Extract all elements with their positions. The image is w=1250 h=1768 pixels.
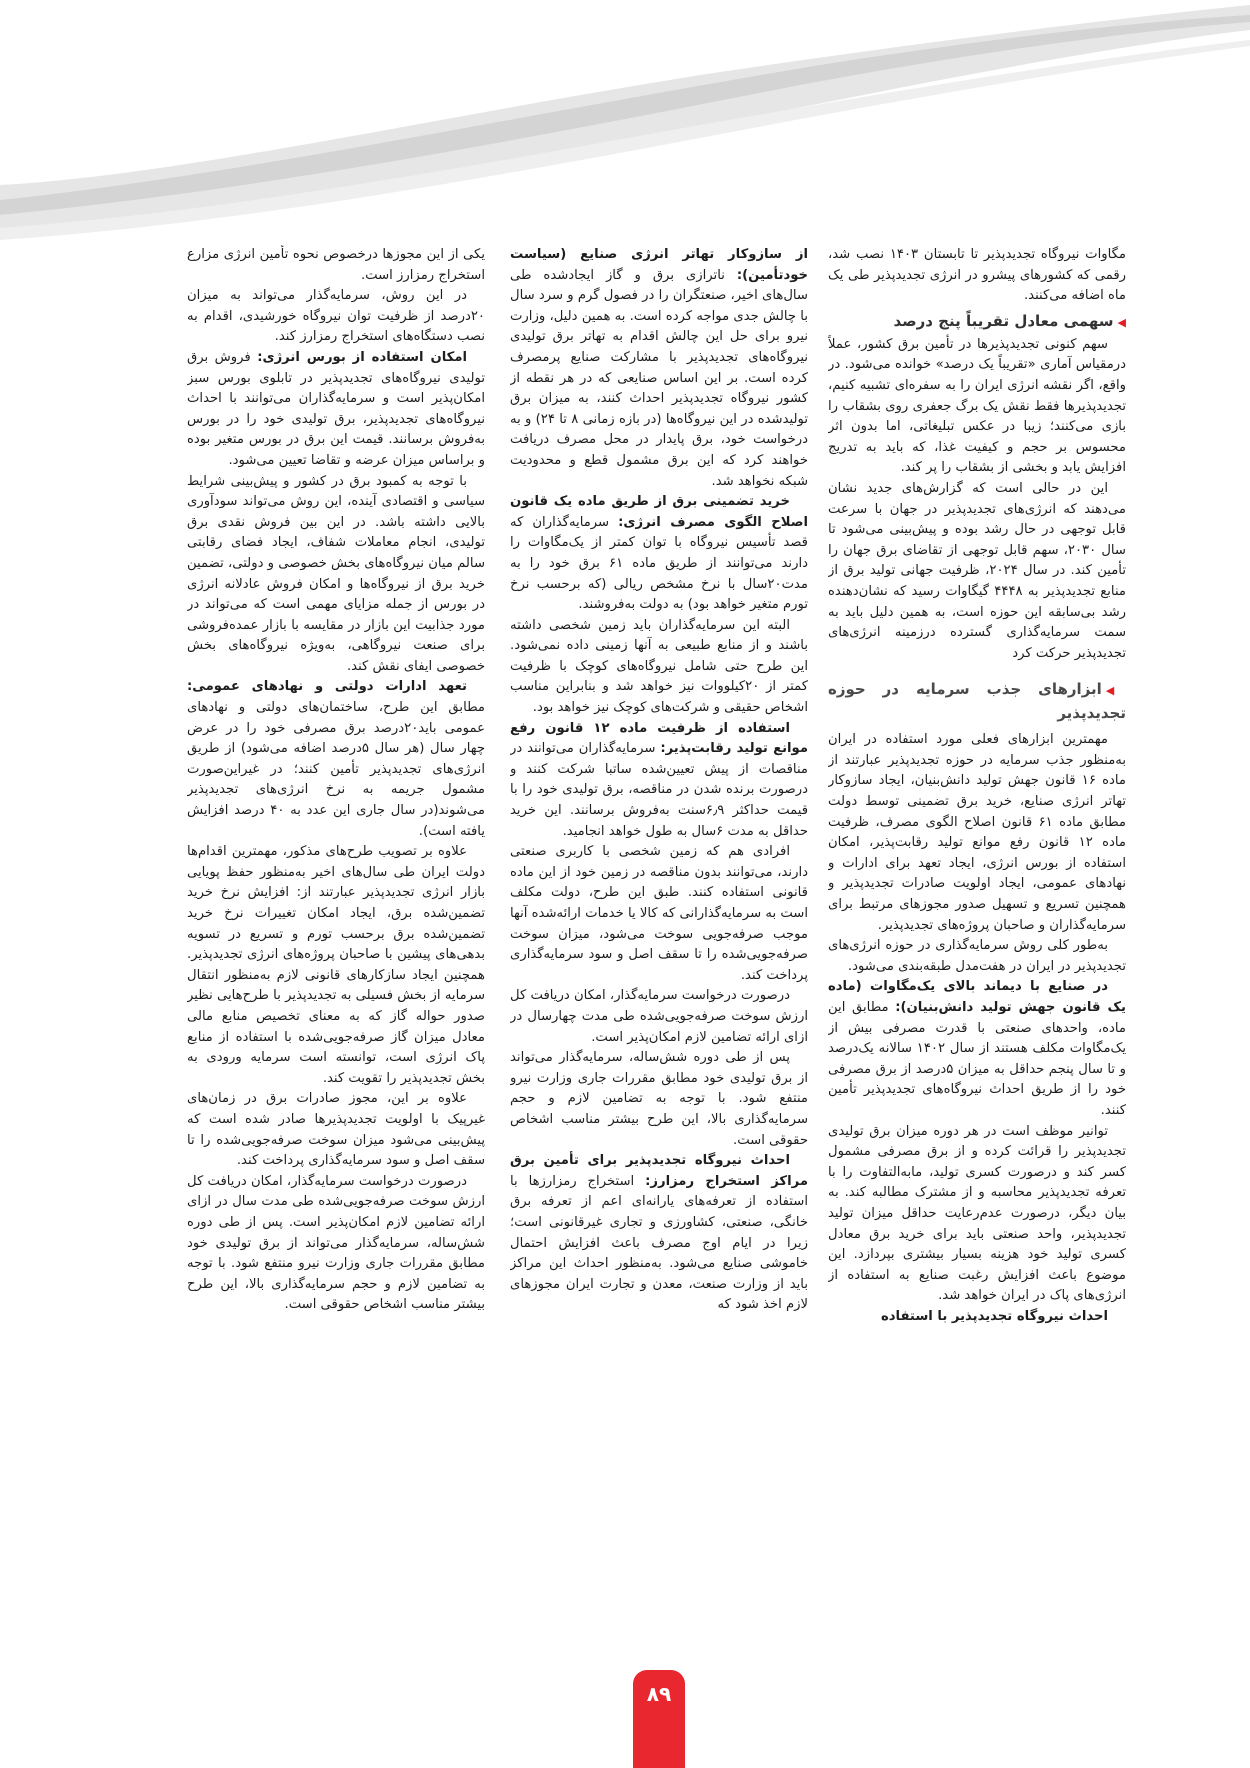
article-column-middle <box>510 245 808 1316</box>
paragraph-lead: تعهد ادارات دولتی و نهادهای عمومی: <box>187 679 467 695</box>
paragraph-lead: احداث نیروگاه تجدیدپذیر با استفاده <box>880 1308 1108 1324</box>
paragraph: احداث نیروگاه تجدیدپذیر برای تأمین برق مراکز استخراج رمزارز: استخراج رمزارزها با استفاده از تعرفه‌های یارانه‌ای اعم از تعرفه برق خانگی، صنعتی، کشاورزی و تجاری غیرقانونی است؛ زیرا در ایام اوج مصرف باعث افزایش احتمال خاموشی صنایع می‌شود. به‌منظور احداث این مراکز باید از وزارت صنعت، معدن و تجارت ایران مجوزهای لازم اخذ شود که <box>510 1153 808 1313</box>
paragraph: در این روش، سرمایه‌گذار می‌تواند به میزان ۲۰درصد از ظرفیت توان نیروگاه خورشیدی، اقدام به نصب دستگاه‌های استخراج رمزارز کند. <box>187 288 485 345</box>
paragraph <box>828 1307 1126 1328</box>
paragraph: مگاوات نیروگاه تجدیدپذیر تا تابستان ۱۴۰۳ نصب شد، رقمی که کشورهای پیشرو در انرژی تجدیدپذیر طی یک ماه اضافه می‌کنند. <box>828 247 1126 304</box>
paragraph: البته این سرمایه‌گذاران باید زمین شخصی داشته باشند و از منابع طبیعی به آنها زمینی داده نمی‌شود. این طرح حتی شامل نیروگاه‌های کوچک با ظرفیت کمتر از ۲۰کیلووات نیز خواهد شد و بنابراین مناسب اشخاص حقیقی و شرکت‌های کوچک نیز خواهد بود. <box>510 617 808 716</box>
paragraph: سهم کنونی تجدیدپذیرها در تأمین برق کشور، عملاً درمقیاس آماری «تقریباً یک درصد» خوانده می‌شود. در واقع، اگر نقشه انرژی ایران را به سفره‌ای تشبیه کنیم، تجدیدپذیرها فقط نقش یک برگ جعفری روی بشقاب را بازی می‌کنند؛ زیبا در عکس تبلیغاتی، اما بدون اثر محسوس بر حجم و کیفیت غذا، که باید به تدریج افزایش یابد و بخشی از بشقاب را پر کند. <box>828 336 1126 476</box>
paragraph-lead: استفاده از ظرفیت ماده ۱۲ قانون رفع موانع تولید رقابت‌پذیر: <box>510 720 808 757</box>
paragraph: در صنایع با دیماند بالای یک‌مگاوات (ماده یک قانون جهش تولید دانش‌بنیان): مطابق این ماده، واحدهای صنعتی با قدرت مصرفی بیش از یک‌مگاوات مکلف هستند از سال ۱۴۰۲ سالانه یک‌درصد و تا سال پنجم حداقل به میزان ۵درصد از برق مصرفی خود را از طریق احداث نیروگاه‌های تجدیدپذیر تأمین کنند. <box>828 979 1126 1118</box>
paragraph: از سازوکار تهاتر انرژی صنایع (سیاست خودتأمین): ناترازی برق و گاز ایجادشده طی سال‌های اخیر، صنعتگران را در فصول گرم و سرد سال با چالش جدی مواجه کرده است. به همین دلیل، وزارت نیرو برای حل این چالش اقدام به تهاتر برق تولیدی نیروگاه‌های تجدیدپذیر با مشارکت صنایع پرمصرف کرده است. بر این اساس صنایعی که در هر نقطه از کشور نیروگاه تجدیدپذیر احداث کنند، به میزان برق تولیدشده در این نیروگاه‌ها (در بازه زمانی ۸ تا ۲۴) و به درخواست خود، برق پایدار در محل مصرف دریافت خواهند کرد که این برق مشمول قطع و محدودیت شبکه نخواهد شد. <box>510 247 808 489</box>
paragraph: خرید تضمینی برق از طریق ماده یک قانون اصلاح الگوی مصرف انرژی: سرمایه‌گذاران که قصد تأسیس نیروگاه با توان کمتر از یک‌مگاوات را دارند می‌توانند از طریق ماده ۶۱ برق خود را به مدت۲۰سال با نرخ مشخص ریالی (که برحسب نرخ تورم متغیر خواهد بود) به دولت به‌فروشند. <box>510 494 808 613</box>
paragraph-lead: احداث نیروگاه تجدیدپذیر برای تأمین برق مراکز استخراج رمزارز: <box>510 1153 808 1189</box>
triangle-bullet-icon: ◀ <box>1105 684 1126 698</box>
paragraph-lead: در صنایع با دیماند بالای یک‌مگاوات (ماده یک قانون جهش تولید دانش‌بنیان): <box>828 979 1126 1015</box>
page-number: ۸۹ <box>646 1682 672 1706</box>
paragraph-lead: امکان استفاده از بورس انرژی: <box>257 349 468 365</box>
paragraph: درصورت درخواست سرمایه‌گذار، امکان دریافت کل ارزش سوخت صرفه‌جویی‌شده طی مدت سال در ازای ارائه تضامین لازم امکان‌پذیر است. پس از طی دوره شش‌ساله، سرمایه‌گذار می‌تواند از برق تولیدی خود مطابق مقررات جاری وزارت نیرو منتفع شود. با توجه به تضامین لازم و حجم سرمایه‌گذاری بالا، این طرح بیشتر مناسب اشخاص حقوقی است. <box>187 1173 485 1313</box>
paragraph: استفاده از ظرفیت ماده ۱۲ قانون رفع موانع تولید رقابت‌پذیر: سرمایه‌گذاران می‌توانند در مناقصات از پیش تعیین‌شده ساتبا شرکت کنند و درصورت برنده شدن در مناقصه، برق تولیدی خود را با قیمت حداکثر ۶٫۹سنت به‌فروش برسانند. این خرید حداقل به مدت ۶سال به طول خواهد انجامید. <box>510 720 808 839</box>
header-swoosh-decoration <box>0 0 1250 260</box>
paragraph: تعهد ادارات دولتی و نهادهای عمومی: مطابق این طرح، ساختمان‌های دولتی و نهادهای عمومی باید۲۰درصد برق مصرفی خود را در عرض چهار سال (هر سال ۵درصد اضافه می‌شود) از طریق انرژی‌های تجدیدپذیر تأمین کنند؛ در غیراین‌صورت مشمول جریمه به نرخ انرژی‌های تجدیدپذیر می‌شوند(در سال جاری این عدد به ۴۰ درصد افزایش یافته است). <box>187 679 485 839</box>
paragraph: یکی از این مجوزها درخصوص نحوه تأمین انرژی مزارع استخراج رمزارز است. <box>187 247 485 283</box>
paragraph: به‌طور کلی روش سرمایه‌گذاری در حوزه انرژی‌های تجدیدپذیر در ایران در هفت‌مدل طبقه‌بندی می‌شود. <box>828 938 1126 974</box>
paragraph: درصورت درخواست سرمایه‌گذار، امکان دریافت کل ارزش سوخت صرفه‌جویی‌شده طی مدت چهارسال در ازای ارائه تضامین لازم امکان‌پذیر است. <box>510 988 808 1045</box>
section-heading: ◀سهمی معادل تقریباً پنج درصد <box>893 311 1126 330</box>
paragraph: توانیر موظف است در هر دوره میزان برق تولیدی تجدیدپذیر را قرائت کرده و از برق مصرفی مشمول کسر کند و درصورت کسری تولید، مابه‌التفاوت را با تعرفه تجدیدپذیر محاسبه و از مشترک مطالبه کند. به بیان دیگر، درصورت عدم‌رعایت حداقل میزان تولید تجدیدپذیر، واحد صنعتی باید برای خرید برق معادل کسری تولید خود هزینه بسیار بیشتری بپردازد. این موضوع باعث افزایش رغبت صنایع به استفاده از انرژی‌های پاک در ایران خواهد شد. <box>828 1123 1126 1304</box>
paragraph: علاوه بر این، مجوز صادرات برق در زمان‌های غیرپیک با اولویت تجدیدپذیرها صادر شده است که پیش‌بینی می‌شود میزان سوخت صرفه‌جویی‌شده را تا سقف اصل و سود سرمایه‌گذاری پرداخت کند. <box>187 1091 485 1169</box>
paragraph: پس از طی دوره شش‌ساله، سرمایه‌گذار می‌تواند از برق تولیدی خود مطابق مقررات جاری وزارت نیرو منتفع شود. با توجه به تضامین لازم و حجم سرمایه‌گذاری بالا، این طرح بیشتر مناسب اشخاص حقوقی است. <box>510 1050 808 1148</box>
paragraph: افرادی هم که زمین شخصی با کاربری صنعتی دارند، می‌توانند بدون مناقصه در زمین خود از این ماده قانونی استفاده کنند. طبق این طرح، دولت مکلف است به سرمایه‌گذارانی که کالا یا خدمات ارائه‌شده آنها موجب صرفه‌جویی سوخت می‌شود، میزان سوخت صرفه‌جویی‌شده را تا سقف اصل و سود سرمایه‌گذاری پرداخت کند. <box>510 844 808 983</box>
paragraph-lead: از سازوکار تهاتر انرژی صنایع (سیاست خودتأمین): <box>510 247 808 283</box>
article-column-right <box>828 245 1126 1328</box>
paragraph: امکان استفاده از بورس انرژی: فروش برق تولیدی نیروگاه‌های تجدیدپذیر در تابلوی بورس سبز امکان‌پذیر است و سرمایه‌گذاران می‌توانند با احداث نیروگاه‌های تجدیدپذیر، برق تولیدی خود را در بورس به‌فروش برسانند. قیمت این برق در بورس متغیر بوده و براساس میزان عرضه و تقاضا تعیین می‌شود. <box>187 349 485 468</box>
paragraph: با توجه به کمبود برق در کشور و پیش‌بینی شرایط سیاسی و اقتصادی آینده، این روش می‌تواند سودآوری بالایی داشته باشد. در این بین فروش نقدی برق تولیدی، انجام معاملات شفاف، ایجاد فضای رقابتی سالم میان نیروگاه‌های بخش خصوصی و دولتی، تضمین خرید برق از نیروگاه‌ها و امکان فروش عادلانه انرژی در بورس از جمله مزایای مهمی است که می‌تواند در مورد جذابیت این بازار در مقایسه با بازار عمده‌فروشی برای صنعت نیروگاهی، به‌ویژه نیروگاه‌های بخش خصوصی ایفای نقش کند. <box>187 473 485 674</box>
article-column-left <box>187 245 485 1316</box>
paragraph: مهمترین ابزارهای فعلی مورد استفاده در ایران به‌منظور جذب سرمایه در حوزه تجدیدپذیر عبارتند از ماده ۱۶ قانون جهش تولید دانش‌بنیان، ایجاد سازوکار تهاتر انرژی صنایع، خرید برق تضمینی توسط دولت مطابق ماده ۶۱ قانون اصلاح الگوی مصرف، ظرفیت ماده ۱۲ قانون رفع موانع تولید رقابت‌پذیر، امکان استفاده از بورس انرژی، ایجاد تعهد برای ادارات و نهادهای عمومی، ایجاد اولویت صادرات تجدیدپذیر و همچنین تسریع و تسهیل صدور مجوزهای مرتبط برای سرمایه‌گذاران و صاحبان پروژه‌های تجدیدپذیر. <box>828 732 1126 933</box>
paragraph: علاوه بر تصویب طرح‌های مذکور، مهمترین اقدام‌ها دولت ایران طی سال‌های اخیر به‌منظور حفظ پویایی بازار انرژی تجدیدپذیر عبارتند از: افزایش نرخ خرید تضمین‌شده برق، ایجاد امکان تغییرات نرخ خرید تضمین‌شده برق برحسب تورم و تسریع در تسویه بدهی‌های پیشین با صاحبان پروژه‌های انرژی تجدیدپذیر. همچنین ایجاد سازکارهای قانونی لازم به‌منظور انتقال سرمایه از بخش فسیلی به تجدیدپذیر با طرح‌هایی نظیر صدور حواله گاز که به معنای تخصیص منابع مالی معادل میزان گاز صرفه‌جویی‌شده با استفاده از منابع پاک انرژی است، توانسته است سرمایه ورودی به بخش تجدیدپذیر را تقویت کند. <box>187 844 485 1086</box>
paragraph: این در حالی است که گزارش‌های جدید نشان می‌دهند که انرژی‌های تجدیدپذیر در جهان با سرعت قابل توجهی در حال رشد بوده و پیش‌بینی می‌شود تا سال ۲۰۳۰، سهم قابل توجهی از تقاضای برق جهان را تأمین کند. در سال ۲۰۲۴، ظرفیت جهانی تولید برق از منابع تجدیدپذیر به ۴۴۴۸ گیگاوات رسید که نشان‌دهنده رشد بی‌سابقه این حوزه است، به همین دلیل باید به سمت سرمایه‌گذاری گسترده درزمینه انرژی‌های تجدیدپذیر حرکت کرد <box>828 480 1126 661</box>
triangle-bullet-icon: ◀ <box>1117 315 1126 329</box>
paragraph-lead: خرید تضمینی برق از طریق ماده یک قانون اصلاح الگوی مصرف انرژی: <box>510 494 808 530</box>
section-heading: ◀ابزارهای جذب سرمایه در حوزه تجدیدپذیر <box>828 680 1126 723</box>
